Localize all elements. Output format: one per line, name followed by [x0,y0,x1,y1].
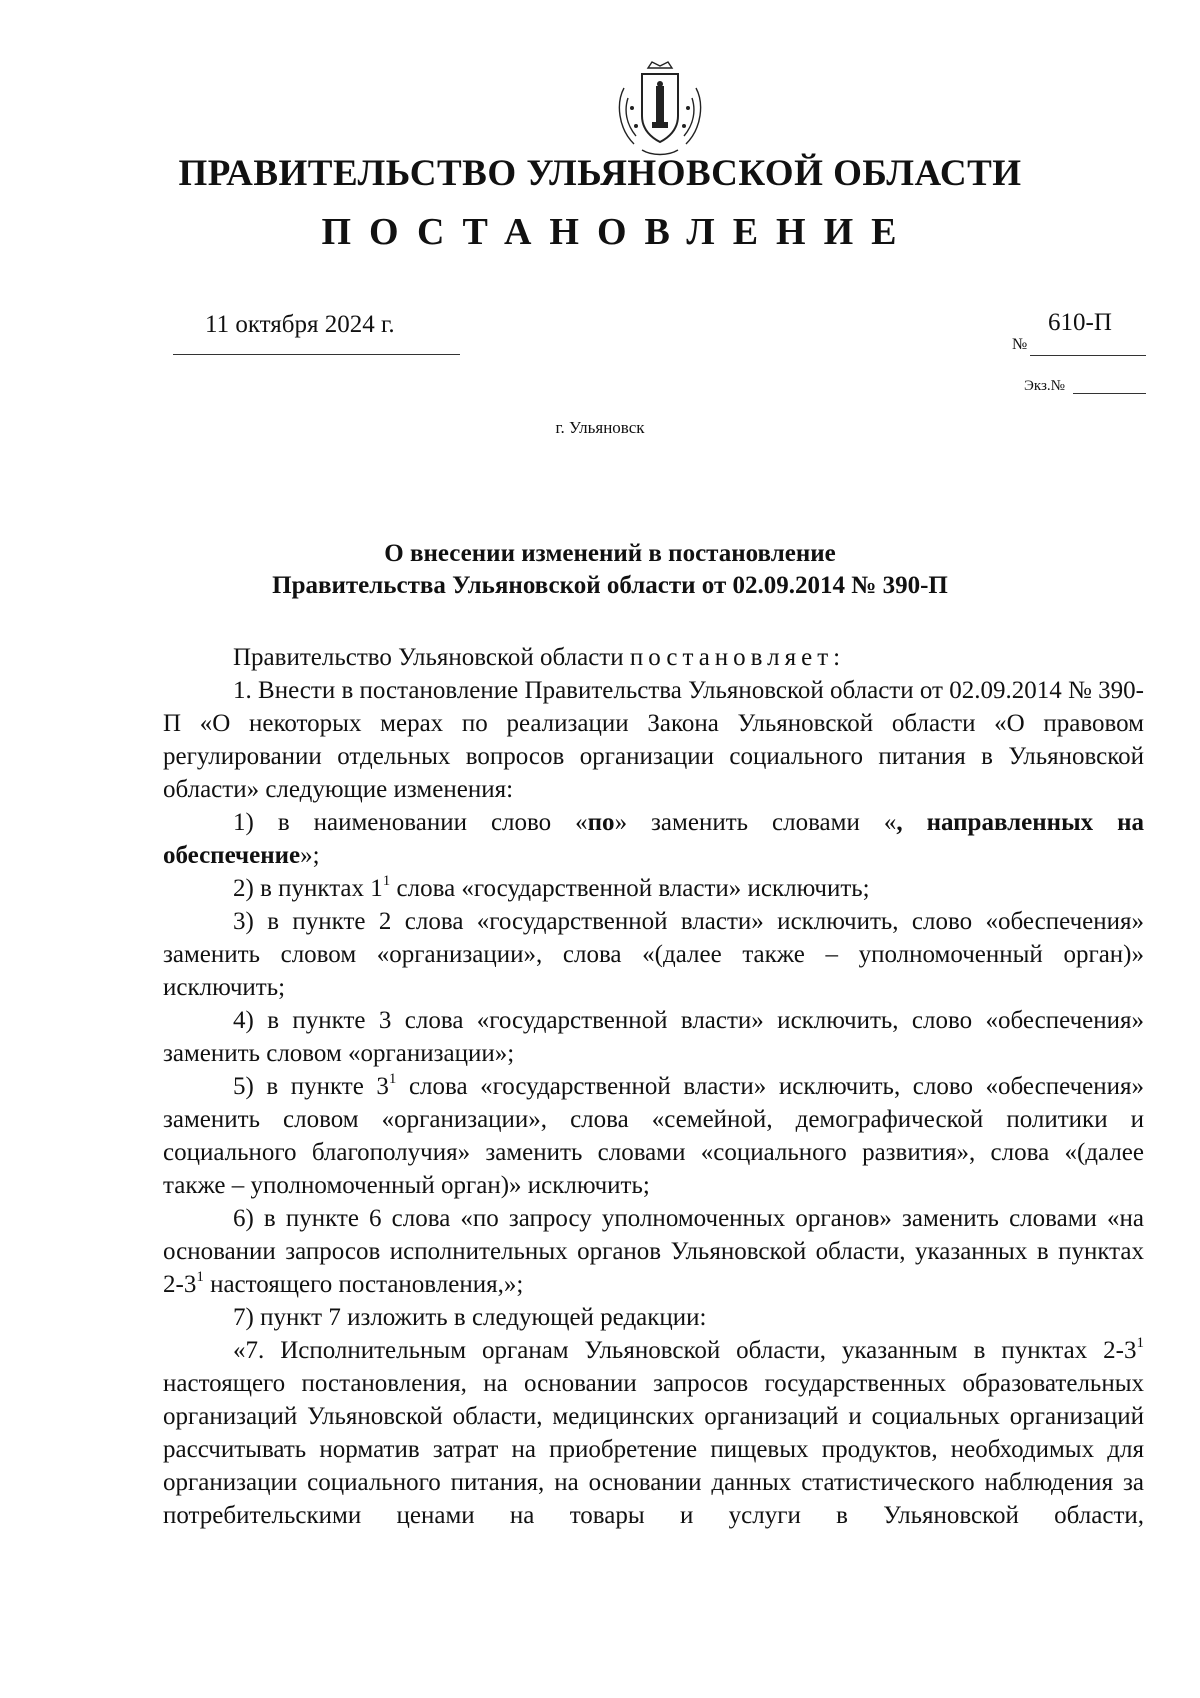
date-underline [173,354,460,355]
subclause-1-text-c: »; [300,842,320,869]
document-body [163,641,1144,1532]
subclause-6-text-a: 6) в пункте 6 слова «по запросу уполномоченных органов» заменить словами «на основании запросов исполнительных органов Ульяновской области, указанных в пунктах 2-3 [163,1205,1144,1298]
new-clause-7-text-a: «7. Исполнительным органам Ульяновской области, указанным в пунктах 2-3 [233,1337,1137,1364]
new-clause-7-text-b: настоящего постановления, на основании запросов государственных образовательных организаций Ульяновской области, медицинских организаций и социальных организаций рассчитывать норматив затрат на приобретение пищевых продуктов, необходимых для организации социального питания, на основании данных статистического наблюдения за потребительскими ценами на товары и услуги в Ульяновской области, [163,1370,1144,1529]
copy-number-underline [1073,393,1146,394]
superscript: 1 [1136,1334,1144,1351]
document-number: 610-П [1048,309,1112,336]
superscript: 1 [382,872,391,889]
title-line-2: Правительства Ульяновской области от 02.09.2014 № 390-П [272,572,948,599]
subclause-1-paragraph [163,806,1144,872]
subclause-4-paragraph: 4) в пункте 3 слова «государственной власти» исключить, слово «обеспечения» заменить словом «организации»; [163,1007,1144,1067]
coat-of-arms-emblem [612,58,708,158]
subclause-2-paragraph [163,872,1144,905]
subclause-5-paragraph [163,1070,1144,1202]
superscript: 1 [196,1268,204,1285]
clause-1-paragraph: 1. Внести в постановление Правительства Ульяновской области от 02.09.2014 № 390-П «О некоторых мерах по реализации Закона Ульяновской области «О правовом регулировании отдельных вопросов организации социального питания в Ульяновской области» следующие изменения: [163,677,1144,803]
subclause-1-text-b: » заменить словами « [614,809,897,836]
number-underline [1030,355,1146,356]
subclause-6-paragraph [163,1202,1144,1301]
number-label: № [1012,336,1028,353]
subclause-1-text-a: 1) в наименовании слово « [233,809,588,836]
document-type-title: ПОСТАНОВЛЕНИЕ [321,211,915,253]
subclause-5-text-b: слова «государственной власти» исключить, слово «обеспечения» заменить словом «организации», слова «семейной, демографической политики и социального благополучия» заменить словами «социального развития», слова «(далее также – уполномоченный орган)» исключить; [163,1073,1144,1199]
preamble-colon: : [833,644,841,671]
city-name: г. Ульяновск [555,418,645,437]
preamble-text: Правительство Ульяновской области [233,644,630,671]
coat-of-arms-icon [612,58,708,158]
organization-title: ПРАВИТЕЛЬСТВО УЛЬЯНОВСКОЙ ОБЛАСТИ [178,153,1022,194]
subclause-7-paragraph: 7) пункт 7 изложить в следующей редакции: [233,1304,707,1331]
superscript: 1 [388,1070,397,1087]
new-clause-7-paragraph [163,1334,1144,1532]
subclause-6-text-b: настоящего постановления,»; [203,1271,524,1298]
document-subject-title [160,538,1060,602]
subclause-5-text-a: 5) в пункте 3 [233,1073,389,1100]
subclause-2-text-a: 2) в пунктах 1 [233,875,383,902]
subclause-1-bold-a: по [587,809,615,836]
preamble-paragraph [163,641,1144,674]
subclause-2-text-b: слова «государственной власти» исключить; [390,875,870,902]
subclause-3-paragraph: 3) в пункте 2 слова «государственной власти» исключить, слово «обеспечения» заменить словом «организации», слова «(далее также – уполномоченный орган)» исключить; [163,908,1144,1001]
title-line-1: О внесении изменений в постановление [384,540,836,567]
preamble-spaced-verb: постановляет [629,644,834,671]
document-date: 11 октября 2024 г. [205,311,395,338]
copy-number-label: Экз.№ [1024,378,1065,394]
subclause-1-bold-b: , направленных на обеспечение [163,809,1144,869]
